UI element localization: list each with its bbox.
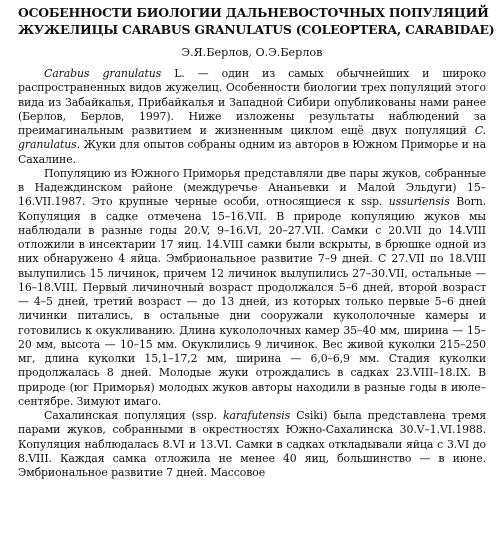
article-body [18, 67, 486, 480]
article-title-line-2: ЖУЖЕЛИЦЫ CARABUS GRANULATUS (COLEOPTERA, CARABIDAE) [18, 22, 495, 37]
subspecies-name: ussuriensis [388, 195, 450, 209]
species-name: Carabus granulatus [44, 67, 162, 80]
article-title-line-1: ОСОБЕННОСТИ БИОЛОГИИ ДАЛЬНЕВОСТОЧНЫХ ПОПУЛЯЦИЙ [18, 5, 489, 20]
article-authors: Э.Я.Берлов, О.Э.Берлов [181, 46, 323, 59]
text-run: Сахалинская популяция (ssp. [44, 409, 224, 422]
paragraph-primorye [18, 167, 486, 409]
paragraph-intro [18, 67, 486, 167]
text-run: L. — один из самых обычнейших и широко распространенных видов жужелиц. Особенности биологии трех популяций этого вида из Забайкалья, Прибайкалья и Западной Сибири опубликованы нами ранее (Берлов, Берлов, 1997). Ниже изложены результаты наблюдений за преимагинальным развитием и жизненным циклом ещё двух популяций [18, 67, 486, 137]
text-run: Born. Копуляция в садке отмечена 15–16.VII. В природе копуляцию жуков мы наблюдали в разные годы 20.V, 9–16.VI, 20–27.VII. Самки с 20.VII до 14.VIII отложили в инсектарии 17 яиц. 14.VIII самки были вскрыты, в брюшке одной из них обнаружено 4 яйца. Эмбриональное развитие 7–9 дней. С 27.VII по 18.VIII вылупились 15 личинок, причем 12 личинок вылупились 27–30.VII, остальные — 16–18.VIII. Первый личиночный возраст продолжался 5–6 дней, второй возраст — 4–5 дней, третий возраст — до 13 дней, из которых только первые 5–6 дней личинки питались, в остальные дни сооружали кукололочные камеры и готовились к окукливанию. Длина кукололочных камер 35–40 мм, ширина — 15–20 мм, высота — 10–15 мм. Окуклились 9 личинок. Вес живой куколки 215–250 мг, длина куколки 15,1–17,2 мм, ширина — 6,0–6,9 мм. Стадия куколки продолжалась 8 дней. Молодые жуки отрождались в садках 23.VIII–18.IX. В природе (юг Приморья) молодых жуков авторы находили в разные годы в июле–сентябре. Зимуют имаго. [18, 195, 486, 408]
text-run: . Жуки для опытов собраны одним из авторов в Южном Приморье и на Сахалине. [18, 138, 486, 166]
subspecies-name: karafutensis [223, 409, 291, 422]
text-run: Csiki) была представлена тремя парами жуков, собранными в окрестностях Южно-Сахалинска 30.V–1.VI.1988. Копуляция наблюдалась 8.VI и 13.VI. Самки в садках откладывали яйца с 3.VI до 8.VIII. Каждая самка отложила не менее 40 яиц, большинство — в июне. Эмбриональное развитие 7 дней. Массовое [18, 409, 486, 479]
species-name: C. granulatus [18, 124, 486, 152]
paragraph-sakhalin [18, 409, 486, 480]
text-run: Популяцию из Южного Приморья представляли две пары жуков, собранные в Надеждинском районе (междуречье Ананьевки и Малой Эльдуги) 15–16.VII.1987. Это крупные черные особи, относящиеся к ssp. [18, 166, 486, 209]
